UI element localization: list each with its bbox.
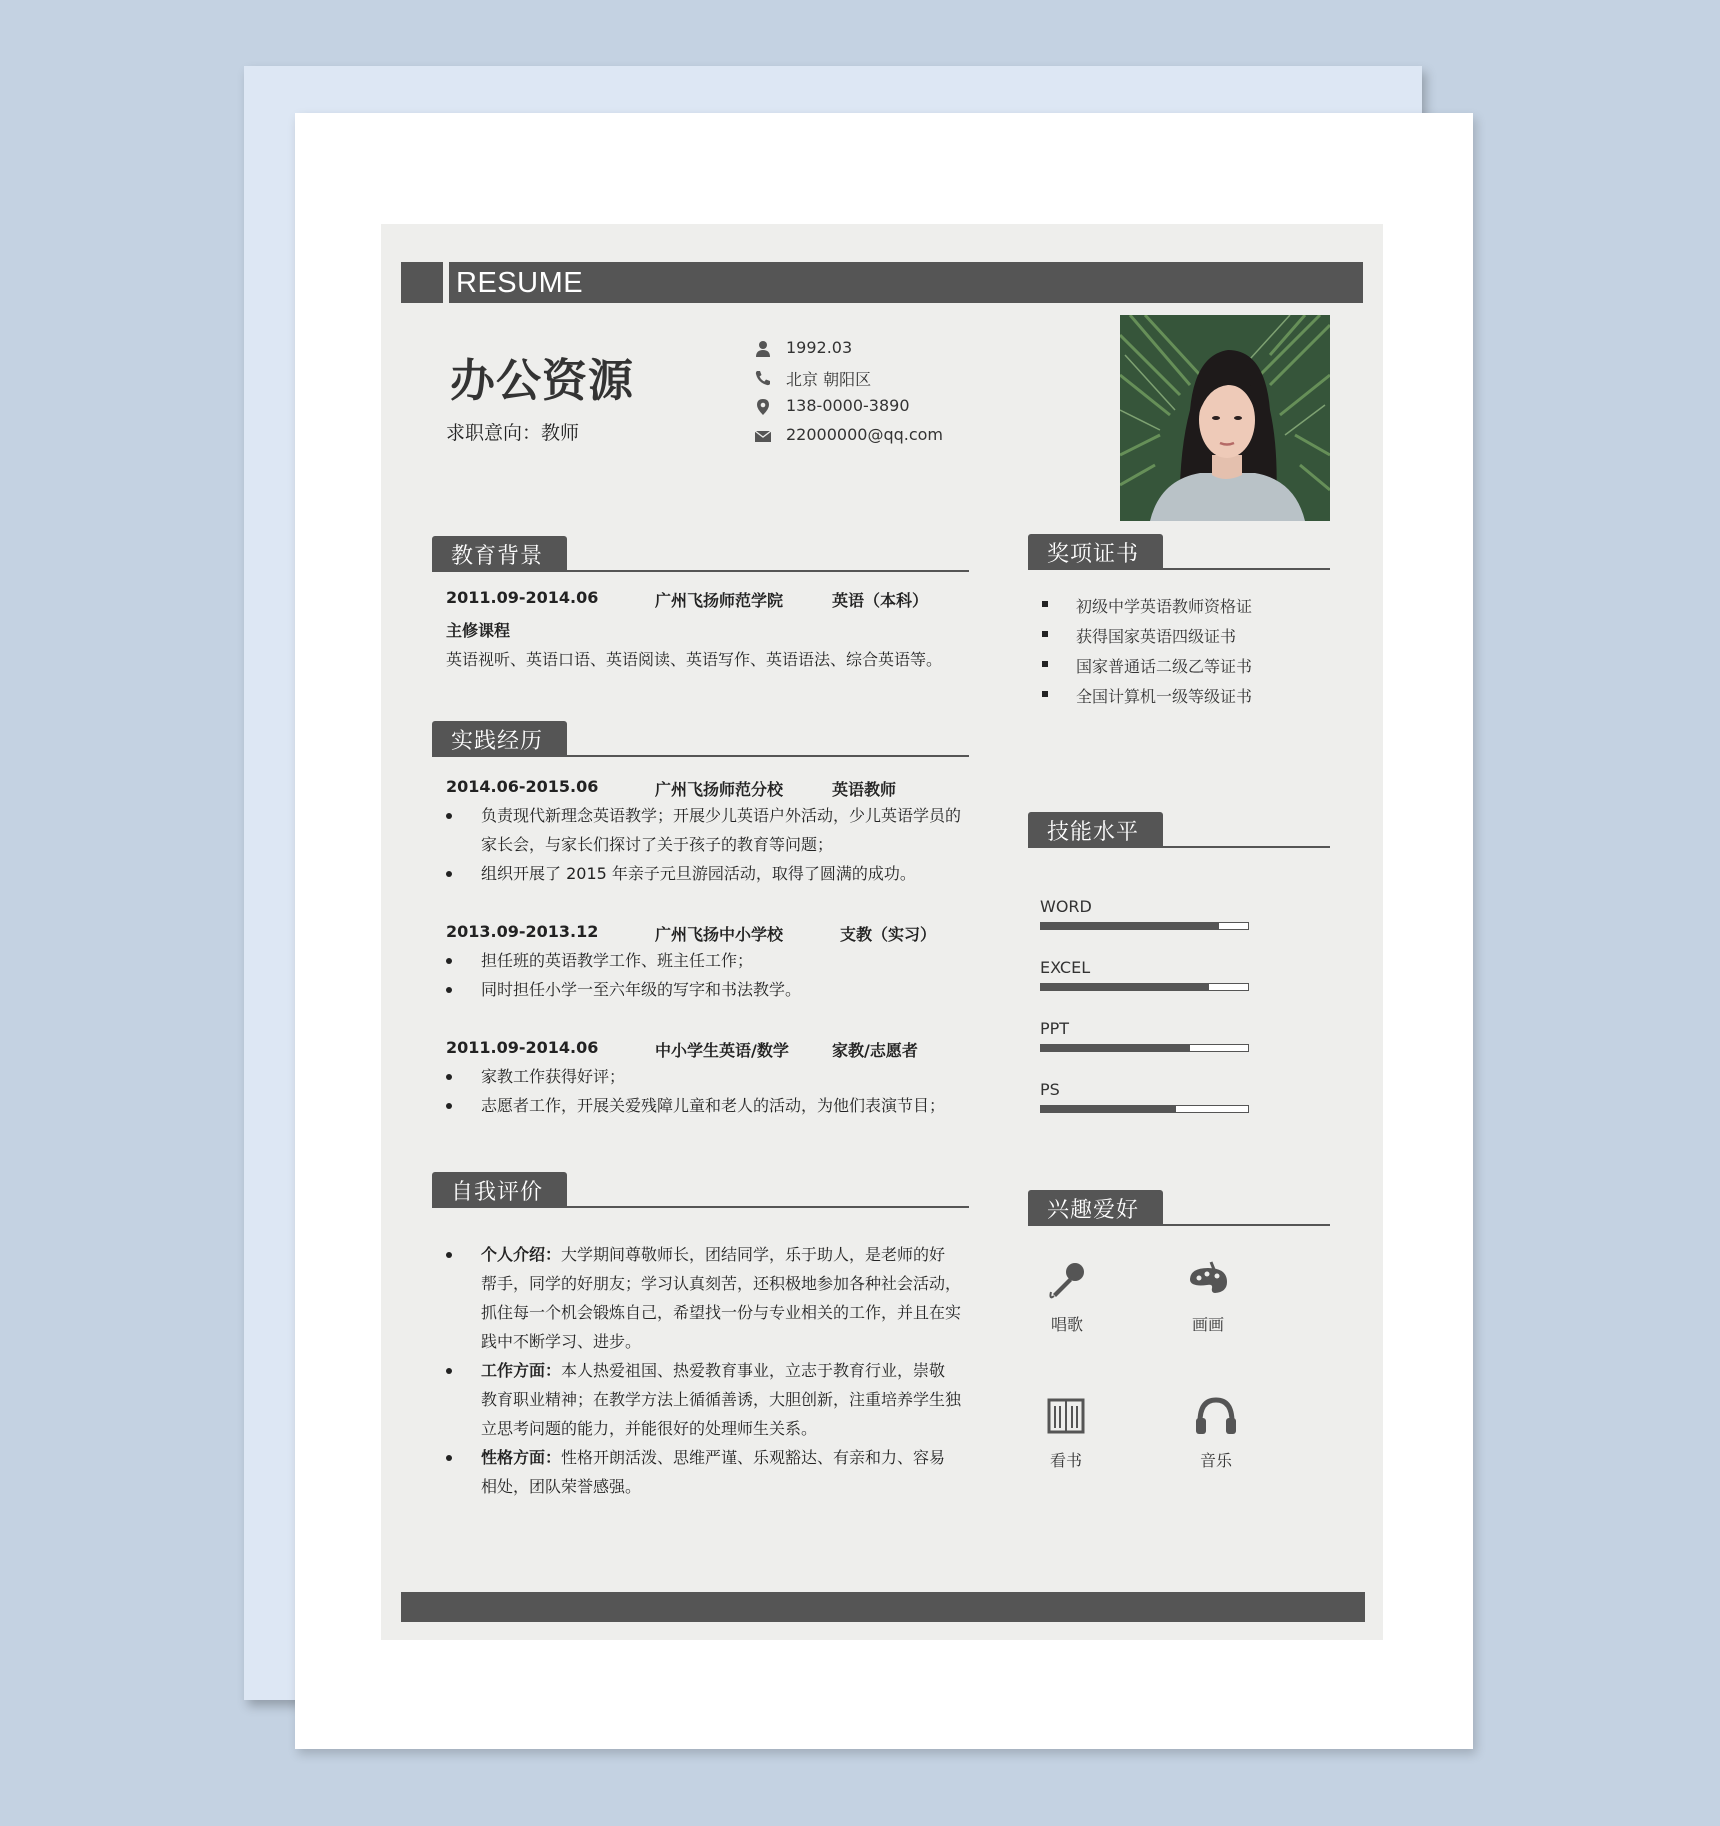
header-notch [443, 262, 449, 303]
hobby-label: 音乐 [1199, 1451, 1232, 1470]
entry-major: 英语（本科） [832, 591, 929, 610]
phone-icon [754, 369, 772, 387]
skill-fill [1041, 923, 1219, 929]
skills-heading [1028, 812, 1330, 848]
awards-heading [1028, 534, 1330, 570]
microphone-icon [1045, 1260, 1089, 1302]
skill-fill [1041, 1045, 1190, 1051]
resume-page [381, 224, 1383, 1640]
entry-date: 2013.09-2013.12 [446, 922, 599, 941]
courses-label: 主修课程 [446, 621, 511, 640]
skill-bar [1040, 922, 1249, 930]
hobby-painting [1168, 1260, 1248, 1335]
eval-label: 工作方面： [481, 1361, 562, 1380]
bullet-text: 家教工作获得好评； [481, 1067, 626, 1086]
hobby-label: 唱歌 [1050, 1315, 1083, 1334]
practice-entry-3 [446, 1038, 946, 1060]
hobby-label: 画画 [1191, 1315, 1224, 1334]
eval-label: 个人介绍： [481, 1245, 562, 1264]
bullet-text: 负责现代新理念英语教学；开展少儿英语户外活动，少儿英语学员的家长会，与家长们探讨了关于孩子的教育等问题； [481, 806, 962, 854]
contact-text: 22000000@qq.com [786, 425, 944, 444]
eval-text: 本人热爱祖国、热爱教育事业，立志于教育行业，崇敬教育职业精神；在教学方法上循循善诱，大胆创新，注重培养学生独立思考问题的能力，并能很好的处理师生关系。 [481, 1361, 962, 1438]
entry-role: 英语教师 [832, 780, 897, 799]
person-icon [754, 340, 772, 358]
profile-photo [1120, 315, 1330, 521]
award-text: 获得国家英语四级证书 [1076, 627, 1237, 646]
contact-birth [754, 336, 994, 365]
hobbies-heading [1028, 1190, 1330, 1226]
location-pin-icon [754, 398, 772, 416]
bullet-text: 志愿者工作，开展关爱残障儿童和老人的活动，为他们表演节目； [481, 1096, 946, 1115]
skill-label: EXCEL [1040, 958, 1091, 977]
entry-org: 中小学生英语/数学 [655, 1041, 789, 1060]
contact-text: 北京 朝阳区 [786, 370, 872, 389]
entry-date: 2014.06-2015.06 [446, 777, 599, 796]
resume-footer-bar [401, 1592, 1365, 1622]
headphones-icon [1192, 1394, 1240, 1438]
skill-label: PS [1040, 1080, 1060, 1099]
award-text: 国家普通话二级乙等证书 [1076, 657, 1253, 676]
entry-role: 家教/志愿者 [832, 1041, 918, 1060]
skill-bar [1040, 1105, 1249, 1113]
practice-entry-2 [446, 922, 946, 944]
candidate-name: 办公资源 [450, 354, 635, 407]
award-text: 全国计算机一级等级证书 [1076, 687, 1253, 706]
entry-role: 支教（实习） [840, 925, 937, 944]
section-title: 兴趣爱好 [1047, 1198, 1140, 1223]
education-entry [446, 588, 946, 610]
contact-location [754, 365, 994, 394]
section-title: 实践经历 [451, 729, 544, 754]
practice-heading [432, 721, 969, 757]
portrait-image [1120, 315, 1330, 521]
mail-icon [754, 427, 772, 445]
contact-phone [754, 394, 994, 423]
skill-fill [1041, 1106, 1176, 1112]
resume-title: RESUME [456, 267, 584, 299]
entry-date: 2011.09-2014.06 [446, 1038, 599, 1057]
eval-label: 性格方面： [481, 1448, 562, 1467]
contact-text: 1992.03 [786, 338, 853, 357]
contact-info [754, 336, 994, 452]
hobby-reading [1026, 1394, 1106, 1471]
skill-label: WORD [1040, 897, 1092, 916]
skill-fill [1041, 984, 1209, 990]
section-title: 技能水平 [1047, 820, 1140, 845]
hobby-music [1176, 1394, 1256, 1471]
section-title: 奖项证书 [1047, 542, 1140, 567]
book-icon [1044, 1394, 1088, 1438]
eval-text: 性格开朗活泼、思维严谨、乐观豁达、有亲和力、容易相处，团队荣誉感强。 [481, 1448, 946, 1496]
education-heading [432, 536, 969, 572]
courses-text: 英语视听、英语口语、英语阅读、英语写作、英语语法、综合英语等。 [446, 650, 943, 669]
eval-text: 大学期间尊敬师长，团结同学，乐于助人，是老师的好帮手，同学的好朋友；学习认真刻苦，还积极地参加各种社会活动，抓住每一个机会锻炼自己，希望找一份与专业相关的工作，并且在实践中不断学习、进步。 [481, 1245, 962, 1351]
skill-bar [1040, 983, 1249, 991]
award-text: 初级中学英语教师资格证 [1076, 597, 1253, 616]
entry-org: 广州飞扬师范分校 [655, 780, 784, 799]
practice-entry-1 [446, 777, 946, 799]
entry-org: 广州飞扬中小学校 [655, 925, 784, 944]
entry-date: 2011.09-2014.06 [446, 588, 599, 607]
skill-label: PPT [1040, 1019, 1070, 1038]
palette-icon [1185, 1260, 1231, 1302]
bullet-text: 同时担任小学一至六年级的写字和书法教学。 [481, 980, 802, 999]
entry-school: 广州飞扬师范学院 [655, 591, 784, 610]
section-title: 自我评价 [451, 1180, 544, 1205]
section-title: 教育背景 [451, 544, 544, 569]
hobby-singing [1027, 1260, 1107, 1335]
contact-email [754, 423, 994, 452]
contact-text: 138-0000-3890 [786, 396, 910, 415]
resume-header-bar [401, 262, 1363, 303]
skill-bar [1040, 1044, 1249, 1052]
hobby-label: 看书 [1049, 1451, 1082, 1470]
bullet-text: 担任班的英语教学工作、班主任工作； [481, 951, 754, 970]
job-intent: 求职意向：教师 [446, 422, 580, 444]
self-eval-heading [432, 1172, 969, 1208]
bullet-text: 组织开展了 2015 年亲子元旦游园活动，取得了圆满的成功。 [481, 864, 916, 883]
